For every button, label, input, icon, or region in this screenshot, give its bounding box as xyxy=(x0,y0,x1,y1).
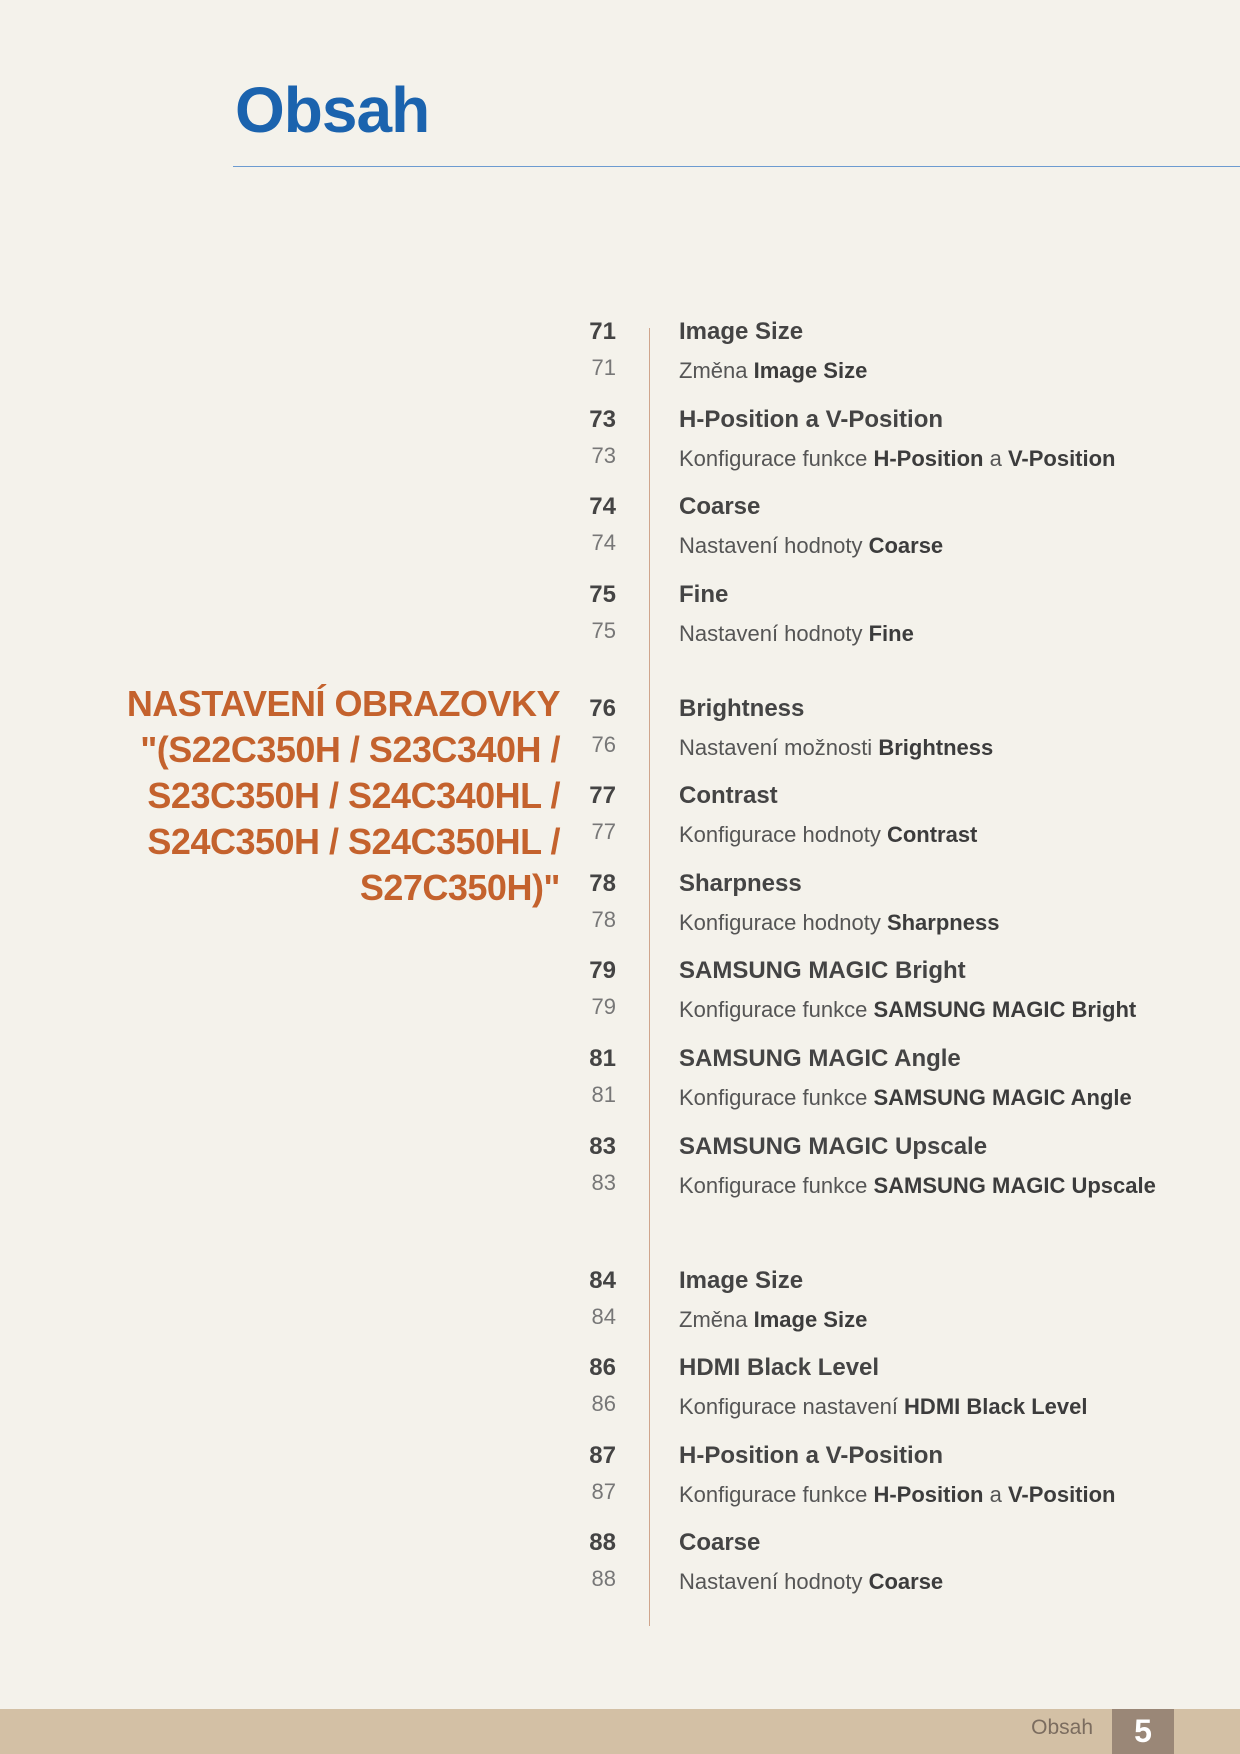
toc-subpage-number: 77 xyxy=(591,819,616,844)
page-title: Obsah xyxy=(235,74,430,146)
toc-subtitle-prefix: Nastavení hodnoty xyxy=(679,621,869,646)
toc-subtitle-term: H-Position xyxy=(873,1482,984,1507)
toc-subtitle xyxy=(679,443,1159,474)
toc-subtitle-middle: a xyxy=(983,446,1008,471)
toc-subpage-number: 81 xyxy=(591,1082,616,1107)
toc-subpage-number: 84 xyxy=(591,1304,616,1329)
toc-subtitle xyxy=(679,994,1159,1025)
toc-subtitle-prefix: Konfigurace funkce xyxy=(679,1173,874,1198)
toc-subtitle-term: Coarse xyxy=(868,533,944,558)
toc-subtitle xyxy=(679,1479,1159,1510)
toc-title: Coarse xyxy=(679,493,761,520)
toc-page-number: 73 xyxy=(589,406,616,433)
toc-subpage-number: 87 xyxy=(591,1479,616,1504)
toc-subtitle-prefix: Změna xyxy=(679,1307,754,1332)
toc-page-number: 74 xyxy=(589,493,616,520)
toc-subtitle-prefix: Konfigurace funkce xyxy=(679,446,874,471)
section-heading-line: NASTAVENÍ OBRAZOVKY xyxy=(126,683,560,724)
toc-subtitle-term-2: V-Position xyxy=(1007,446,1116,471)
toc-subtitle-term: Image Size xyxy=(753,358,868,383)
toc-title: SAMSUNG MAGIC Upscale xyxy=(679,1133,988,1160)
toc-title: SAMSUNG MAGIC Bright xyxy=(679,957,966,984)
toc-page-number: 75 xyxy=(589,581,616,608)
toc-page-number: 78 xyxy=(589,870,616,897)
section-heading xyxy=(80,681,560,911)
section-heading-line: S24C350H / S24C350HL / xyxy=(147,821,560,862)
toc-subpage-number: 71 xyxy=(591,355,616,380)
section-heading-line: S23C350H / S24C340HL / xyxy=(147,775,560,816)
section-heading-line: S27C350H)" xyxy=(359,867,560,908)
toc-subtitle xyxy=(679,819,1159,850)
toc-subpage-number: 76 xyxy=(591,732,616,757)
toc-title: Fine xyxy=(679,581,729,608)
toc-subtitle-term-2: V-Position xyxy=(1007,1482,1116,1507)
toc-subtitle-prefix: Nastavení hodnoty xyxy=(679,1569,869,1594)
toc-subtitle-term: Contrast xyxy=(886,822,978,847)
toc-subtitle-term: SAMSUNG MAGIC Upscale xyxy=(873,1173,1156,1198)
toc-subpage-number: 79 xyxy=(591,994,616,1019)
toc-page-number: 79 xyxy=(589,957,616,984)
toc-subpage-number: 74 xyxy=(591,530,616,555)
toc-vertical-divider xyxy=(649,328,650,1626)
toc-title: HDMI Black Level xyxy=(679,1354,880,1381)
toc-subtitle-prefix: Konfigurace hodnoty xyxy=(679,822,887,847)
toc-title: Brightness xyxy=(679,695,805,722)
toc-subtitle xyxy=(679,618,1159,649)
toc-subpage-number: 75 xyxy=(591,618,616,643)
toc-subtitle-prefix: Nastavení možnosti xyxy=(679,735,879,760)
toc-subpage-number: 86 xyxy=(591,1391,616,1416)
toc-subtitle xyxy=(679,907,1159,938)
toc-title: Sharpness xyxy=(679,870,802,897)
toc-subtitle-prefix: Nastavení hodnoty xyxy=(679,533,869,558)
toc-subtitle-term: Image Size xyxy=(753,1307,868,1332)
toc-title: H-Position a V-Position xyxy=(679,1442,944,1469)
toc-subtitle-term: Brightness xyxy=(878,735,994,760)
toc-subtitle-prefix: Konfigurace hodnoty xyxy=(679,910,887,935)
toc-subtitle-term: HDMI Black Level xyxy=(904,1394,1088,1419)
toc-subtitle-prefix: Konfigurace funkce xyxy=(679,1482,874,1507)
toc-subtitle-term: H-Position xyxy=(873,446,984,471)
toc-title: Image Size xyxy=(679,318,804,345)
toc-subtitle xyxy=(679,1304,1159,1335)
toc-title: Coarse xyxy=(679,1529,761,1556)
toc-subpage-number: 83 xyxy=(591,1170,616,1195)
toc-title: Image Size xyxy=(679,1267,804,1294)
toc-subtitle-prefix: Konfigurace funkce xyxy=(679,997,874,1022)
toc-page-number: 87 xyxy=(589,1442,616,1469)
footer-label: Obsah xyxy=(1031,1716,1093,1739)
toc-subtitle-prefix: Konfigurace nastavení xyxy=(679,1394,905,1419)
toc-subpage-number: 78 xyxy=(591,907,616,932)
toc-subtitle xyxy=(679,1082,1159,1113)
toc-subpage-number: 88 xyxy=(591,1566,616,1591)
toc-page-number: 84 xyxy=(589,1267,616,1294)
toc-subtitle xyxy=(679,732,1159,763)
footer-page-number: 5 xyxy=(1112,1709,1174,1754)
toc-subtitle-prefix: Konfigurace funkce xyxy=(679,1085,874,1110)
toc-page-number: 81 xyxy=(589,1045,616,1072)
toc-title: H-Position a V-Position xyxy=(679,406,944,433)
toc-subtitle-term: Fine xyxy=(868,621,914,646)
toc-subtitle xyxy=(679,1170,1159,1201)
toc-subtitle-term: SAMSUNG MAGIC Angle xyxy=(873,1085,1132,1110)
toc-subtitle xyxy=(679,1391,1159,1422)
toc-page-number: 71 xyxy=(589,318,616,345)
toc-subtitle xyxy=(679,355,1159,386)
toc-subtitle-term: Sharpness xyxy=(886,910,1000,935)
toc-subtitle-middle: a xyxy=(983,1482,1008,1507)
title-divider xyxy=(233,166,1240,167)
toc-subtitle-term: SAMSUNG MAGIC Bright xyxy=(873,997,1137,1022)
toc-page-number: 76 xyxy=(589,695,616,722)
toc-subtitle-term: Coarse xyxy=(868,1569,944,1594)
toc-title: Contrast xyxy=(679,782,778,809)
toc-subtitle xyxy=(679,530,1159,561)
toc-subtitle-prefix: Změna xyxy=(679,358,754,383)
toc-page-number: 86 xyxy=(589,1354,616,1381)
toc-page-number: 88 xyxy=(589,1529,616,1556)
toc-subpage-number: 73 xyxy=(591,443,616,468)
toc-title: SAMSUNG MAGIC Angle xyxy=(679,1045,961,1072)
section-heading-line: "(S22C350H / S23C340H / xyxy=(140,729,560,770)
toc-page-number: 83 xyxy=(589,1133,616,1160)
toc-page-number: 77 xyxy=(589,782,616,809)
toc-subtitle xyxy=(679,1566,1159,1597)
